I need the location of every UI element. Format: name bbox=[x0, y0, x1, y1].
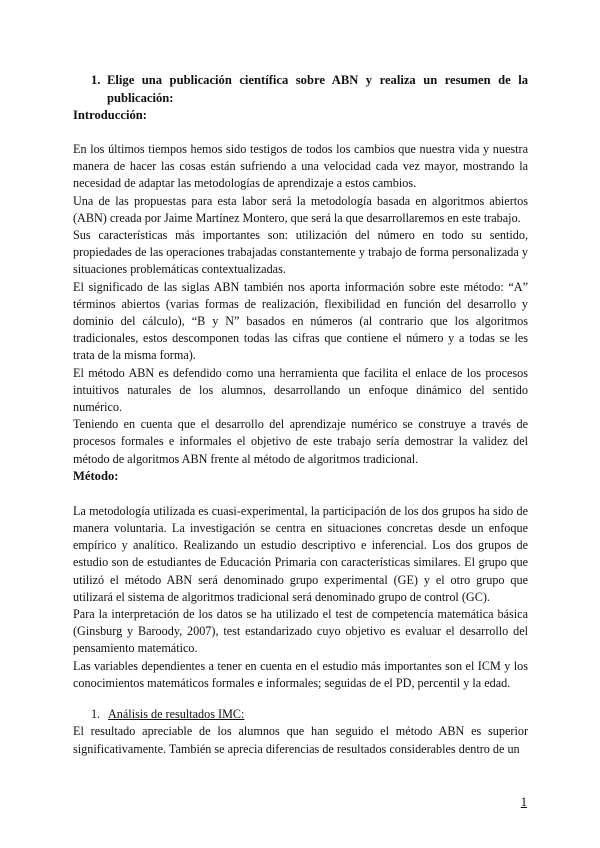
page-number: 1 bbox=[520, 795, 527, 809]
intro-paragraph: Una de las propuestas para esta labor será la metodología basada en algoritmos abiertos (ABN) creada por Jaime Martínez Montero, que será la que desarrollaremos en este trabajo. bbox=[73, 193, 528, 225]
analisis-heading bbox=[91, 706, 528, 723]
introduccion-body bbox=[73, 141, 528, 468]
metodo-body bbox=[73, 503, 528, 692]
task-number: 1. bbox=[91, 73, 101, 87]
metodo-paragraph: La metodología utilizada es cuasi-experimental, la participación de los dos grupos ha sido de manera voluntaria. La investigación se centra en situaciones concretas desde un enfoque empírico y analítico. Realizando un estudio descriptivo e inferencial. Los dos grupos de estudio son de estudiantes de Educación Primaria con características similares. El grupo que utilizó el método ABN será denominado grupo experimental (GE) y el otro grupo que utilizará el sistema de algoritmos tradicional será denominado grupo de control (GC). bbox=[73, 503, 528, 604]
metodo-heading: Método: bbox=[73, 468, 119, 483]
intro-paragraph: En los últimos tiempos hemos sido testigos de todos los cambios que nuestra vida y nuestra manera de hacer las cosas están sufriendo a una velocidad cada vez mayor, mostrando la necesidad de adaptar las metodologías de aprendizaje a estos cambios. bbox=[73, 142, 528, 191]
intro-paragraph: El método ABN es defendido como una herramienta que facilita el enlace de los procesos intuitivos naturales de los alumnos, desarrollando un enfoque dinámico del sentido numérico. bbox=[73, 365, 528, 415]
analisis-paragraph: El resultado apreciable de los alumnos que han seguido el método ABN es superior significativamente. También se aprecia diferencias de resultados considerables dentro de un bbox=[73, 724, 528, 756]
intro-paragraph: El significado de las siglas ABN también nos aporta información sobre este método: “A” términos abiertos (varias formas de realización, flexibilidad en función del desarrollo y dominio del cálculo), “B y N” basados en números (al contrario que los algoritmos tradicionales, estos descomponen todas las cifras que contiene el número y a todas se les trata de la misma forma). bbox=[73, 279, 528, 363]
intro-paragraph: Sus características más importantes son: utilización del número en todo su sentido, propiedades de las operaciones trabajadas constantemente y trabajo de forma personalizada y situaciones problemáticas contextualizadas. bbox=[73, 228, 528, 277]
metodo-paragraph: Las variables dependientes a tener en cuenta en el estudio más importantes son el ICM y los conocimientos matemáticos formales e informales; seguidas de el PD, percentil y la edad. bbox=[73, 658, 528, 690]
analisis-heading-text: Análisis de resultados IMC: bbox=[108, 707, 245, 722]
task-title-text: Elige una publicación científica sobre ABN y realiza un resumen de la publicación: bbox=[107, 73, 528, 105]
page-content bbox=[73, 72, 528, 758]
analisis-number: 1. bbox=[91, 707, 101, 722]
introduccion-heading: Introducción: bbox=[73, 108, 147, 122]
task-title bbox=[91, 72, 528, 107]
metodo-paragraph: Para la interpretación de los datos se ha utilizado el test de competencia matemática básica (Ginsburg y Baroody, 2007), test estandarizado cuyo objetivo es evaluar el desarrollo del pensamiento matemático. bbox=[73, 607, 528, 656]
intro-paragraph: Teniendo en cuenta que el desarrollo del aprendizaje numérico se construye a través de procesos formales e informales el objetivo de este trabajo sería demostrar la validez del método de algoritmos ABN frente al método de algoritmos tradicional. bbox=[73, 417, 528, 466]
